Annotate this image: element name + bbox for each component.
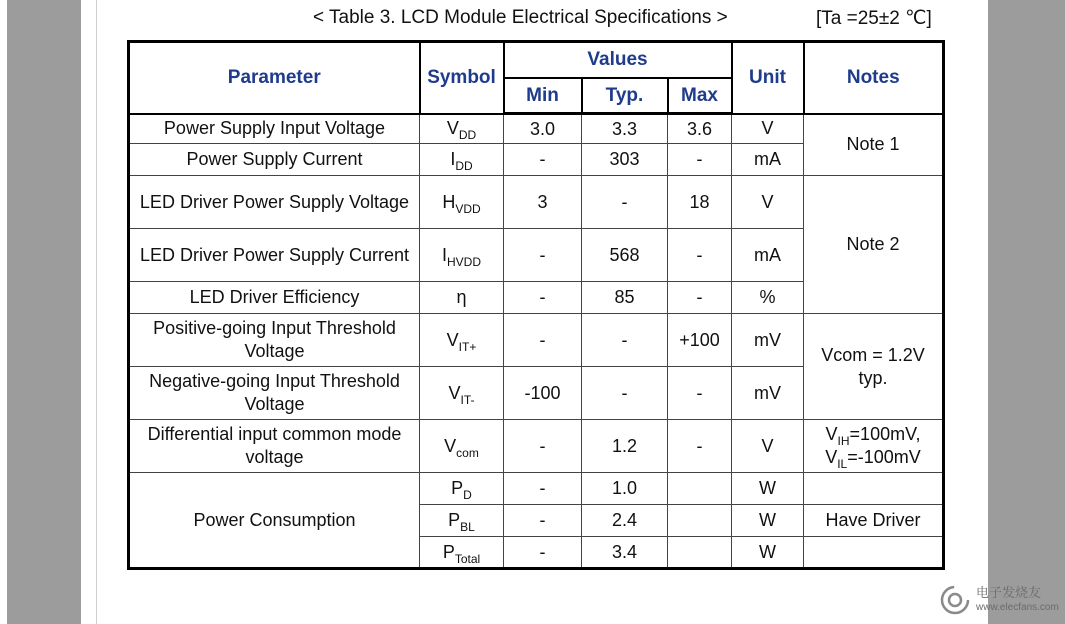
symbol-cell: $H_{VDD}$ [420, 176, 504, 229]
watermark-text [976, 585, 1059, 615]
min-cell: 3.0 [504, 114, 582, 144]
param-cell: LED Driver Efficiency [129, 282, 420, 314]
param-cell: Negative-going Input Threshold Voltage [129, 367, 420, 420]
max-cell: 18 [668, 176, 732, 229]
typ-cell: 2.4 [582, 505, 668, 537]
unit-cell: mV [732, 367, 804, 420]
elecfans-logo-icon [938, 583, 972, 617]
typ-cell: - [582, 314, 668, 367]
symbol-cell: $V_{IT-}$ [420, 367, 504, 420]
unit-cell: W [732, 505, 804, 537]
max-cell [668, 537, 732, 569]
param-cell: LED Driver Power Supply Current [129, 229, 420, 282]
page-edge-line [96, 0, 97, 624]
max-cell: +100 [668, 314, 732, 367]
left-gray-margin [7, 0, 81, 624]
min-cell: - [504, 229, 582, 282]
unit-cell: V [732, 114, 804, 144]
param-cell: Power Supply Current [129, 144, 420, 176]
max-cell: - [668, 229, 732, 282]
min-cell: - [504, 144, 582, 176]
have-driver-note-cell: Have Driver [804, 505, 944, 537]
max-cell: - [668, 144, 732, 176]
header-parameter: Parameter [129, 42, 420, 114]
vcom-note-cell: Vcom = 1.2V typ. [804, 314, 944, 420]
table-row [129, 420, 944, 473]
unit-cell: V [732, 420, 804, 473]
unit-cell: mA [732, 144, 804, 176]
param-cell: Positive-going Input Threshold Voltage [129, 314, 420, 367]
param-cell: Power Supply Input Voltage [129, 114, 420, 144]
header-unit: Unit [732, 42, 804, 114]
unit-cell: mA [732, 229, 804, 282]
symbol-cell: η [420, 282, 504, 314]
header-row-top [129, 42, 944, 78]
right-gray-margin [988, 0, 1065, 624]
header-values: Values [504, 42, 732, 78]
table-row [129, 473, 944, 505]
max-cell: 3.6 [668, 114, 732, 144]
header-typ: Typ. [582, 78, 668, 114]
table-row [129, 314, 944, 367]
max-cell [668, 473, 732, 505]
temperature-condition: [Ta =25±2 ℃] [816, 8, 932, 29]
symbol-cell: $V_{DD}$ [420, 114, 504, 144]
min-cell: - [504, 420, 582, 473]
symbol-cell: $V_{IT+}$ [420, 314, 504, 367]
note-2-cell: Note 2 [804, 176, 944, 314]
header-symbol: Symbol [420, 42, 504, 114]
watermark-url: www.elecfans.com [976, 602, 1059, 613]
typ-cell: 568 [582, 229, 668, 282]
note-1-cell: Note 1 [804, 114, 944, 176]
max-cell: - [668, 420, 732, 473]
table-row [129, 114, 944, 144]
min-cell: - [504, 282, 582, 314]
symbol-cell: $P_{Total}$ [420, 537, 504, 569]
typ-cell: 303 [582, 144, 668, 176]
symbol-cell: $I_{DD}$ [420, 144, 504, 176]
header-notes: Notes [804, 42, 944, 114]
symbol-cell: $V_{com}$ [420, 420, 504, 473]
typ-cell: 1.0 [582, 473, 668, 505]
max-cell: - [668, 282, 732, 314]
watermark-name: 电子发烧友 [976, 585, 1042, 600]
max-cell [668, 505, 732, 537]
table-caption: < Table 3. LCD Module Electrical Specifications > [313, 7, 728, 28]
table-row [129, 176, 944, 229]
min-cell: - [504, 537, 582, 569]
empty-note-cell [804, 473, 944, 505]
typ-cell: 85 [582, 282, 668, 314]
header-min: Min [504, 78, 582, 114]
min-cell: -100 [504, 367, 582, 420]
empty-note-cell [804, 537, 944, 569]
typ-cell: - [582, 176, 668, 229]
max-cell: - [668, 367, 732, 420]
min-cell: - [504, 314, 582, 367]
min-cell: - [504, 505, 582, 537]
electrical-spec-table [127, 40, 945, 570]
symbol-cell: $P_D$ [420, 473, 504, 505]
typ-cell: 3.4 [582, 537, 668, 569]
unit-cell: W [732, 473, 804, 505]
min-cell: 3 [504, 176, 582, 229]
symbol-cell: $P_{BL}$ [420, 505, 504, 537]
param-cell: Differential input common mode voltage [129, 420, 420, 473]
param-cell: Power Consumption [129, 473, 420, 569]
header-max: Max [668, 78, 732, 114]
typ-cell: 1.2 [582, 420, 668, 473]
typ-cell: 3.3 [582, 114, 668, 144]
vih-vil-note-cell: $V_{IH}=100mV$, $V_{IL}=-100mV$ [804, 420, 944, 473]
symbol-cell: $I_{HVDD}$ [420, 229, 504, 282]
typ-cell: - [582, 367, 668, 420]
unit-cell: mV [732, 314, 804, 367]
unit-cell: V [732, 176, 804, 229]
site-watermark [938, 582, 1063, 618]
unit-cell: W [732, 537, 804, 569]
min-cell: - [504, 473, 582, 505]
unit-cell: % [732, 282, 804, 314]
param-cell: LED Driver Power Supply Voltage [129, 176, 420, 229]
